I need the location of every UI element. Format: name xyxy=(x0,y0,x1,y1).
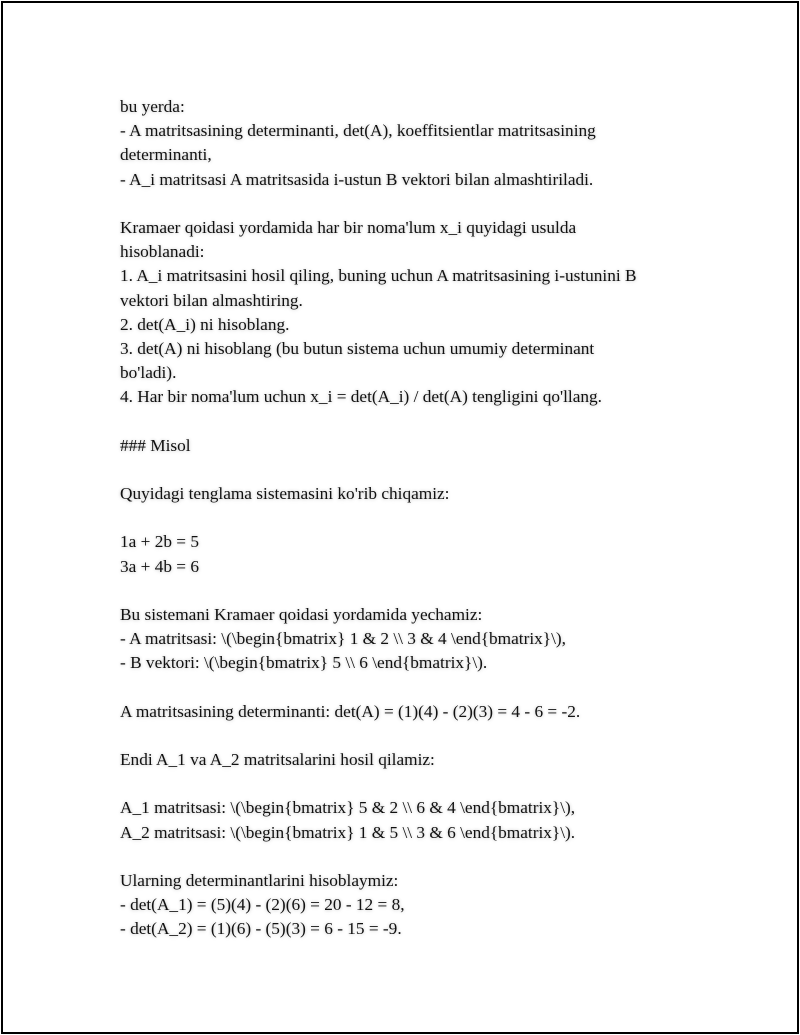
text-line: Bu sistemani Kramaer qoidasi yordamida yechamiz: xyxy=(120,604,483,624)
blank-line xyxy=(120,724,720,748)
text-line: A matritsasining determinanti: det(A) = (1)(4) - (2)(3) = 4 - 6 = -2. xyxy=(120,701,581,721)
blank-line xyxy=(120,676,720,700)
blank-line xyxy=(120,506,720,530)
text-line: ### Misol xyxy=(120,435,191,455)
text-line: - A matritsasining determinanti, det(A), koeffitsientlar matritsasining xyxy=(120,121,596,141)
text-line: - B vektori: \(\begin{bmatrix} 5 \\ 6 \end{bmatrix}\). xyxy=(120,653,488,673)
text-line: - det(A_2) = (1)(6) - (5)(3) = 6 - 15 = -9. xyxy=(120,919,402,939)
text-line: determinanti, xyxy=(120,145,212,165)
text-line: hisoblanadi: xyxy=(120,242,205,262)
text-line: 1a + 2b = 5 xyxy=(120,532,200,552)
text-line: Ularning determinantlarini hisoblaymiz: xyxy=(120,871,399,890)
text-line: A_1 matritsasi: \(\begin{bmatrix} 5 & 2 \\ 6 & 4 \end{bmatrix}\), xyxy=(120,798,576,818)
text-line: 4. Har bir noma'lum uchun x_i = det(A_i) / det(A) tengligini qo'llang. xyxy=(120,387,602,407)
text-line: Quyidagi tenglama sistemasini ko'rib chiqamiz: xyxy=(120,484,450,503)
document-body xyxy=(120,95,720,942)
text-line: Kramaer qoidasi yordamida har bir noma'lum x_i quyidagi usulda xyxy=(120,217,577,237)
text-line: 3. det(A) ni hisoblang (bu butun sistema uchun umumiy determinant xyxy=(120,338,595,358)
blank-line xyxy=(120,458,720,482)
blank-line xyxy=(120,579,720,603)
text-line: bu yerda: xyxy=(120,97,185,116)
text-line: A_2 matritsasi: \(\begin{bmatrix} 1 & 5 \\ 3 & 6 \end{bmatrix}\). xyxy=(120,822,576,842)
text-line: vektori bilan almashtiring. xyxy=(120,290,303,310)
blank-line xyxy=(120,409,720,433)
text-line: bo'ladi). xyxy=(120,363,177,383)
text-line: 2. det(A_i) ni hisoblang. xyxy=(120,314,290,334)
blank-line xyxy=(120,772,720,796)
text-line: - A matritsasi: \(\begin{bmatrix} 1 & 2 \\ 3 & 4 \end{bmatrix}\), xyxy=(120,629,566,649)
text-line: Endi A_1 va A_2 matritsalarini hosil qilamiz: xyxy=(120,750,435,770)
text-line: - det(A_1) = (5)(4) - (2)(6) = 20 - 12 = 8, xyxy=(120,895,405,915)
blank-line xyxy=(120,845,720,869)
blank-line xyxy=(120,192,720,216)
text-line: 1. A_i matritsasini hosil qiling, buning uchun A matritsasining i-ustunini B xyxy=(120,266,637,286)
page-frame xyxy=(1,1,799,1034)
text-line: - A_i matritsasi A matritsasida i-ustun B vektori bilan almashtiriladi. xyxy=(120,169,594,189)
text-line: 3a + 4b = 6 xyxy=(120,556,200,576)
